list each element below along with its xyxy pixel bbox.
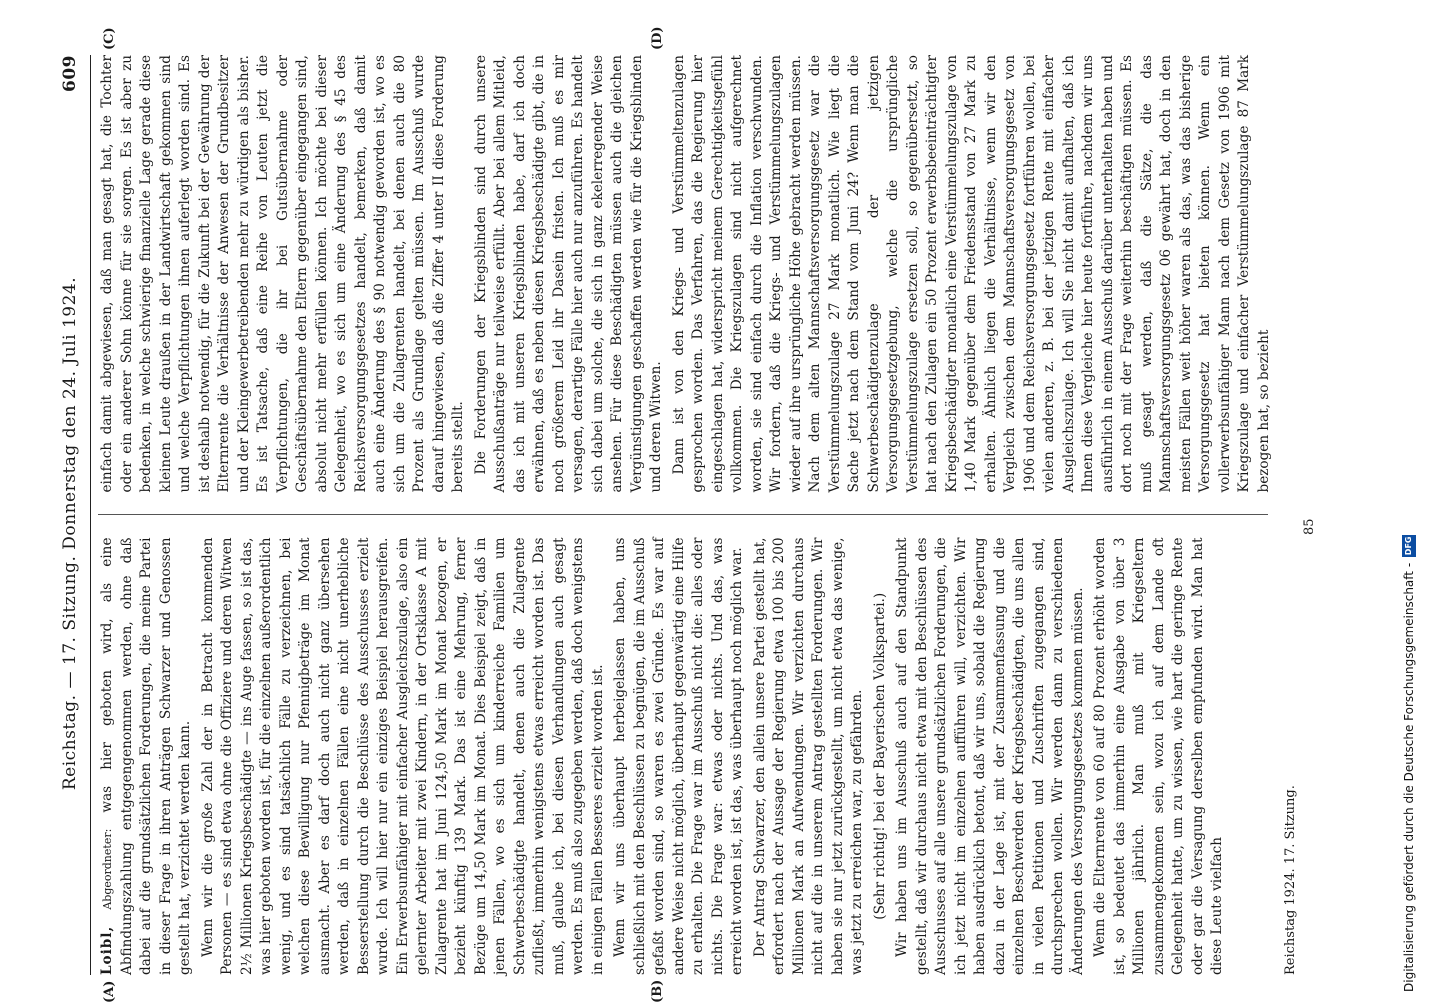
sheet-number: 85 — [1302, 518, 1317, 535]
text-columns — [98, 55, 1272, 975]
footer-session: Reichstag 1924. 17. Sitzung. — [1282, 785, 1298, 975]
paragraph: Wir haben uns im Ausschuß auch auf den Standpunkt gestellt, daß wir durchaus nicht etwa mit den Beschlüssen des Ausschusses auf alle unsere grundsätzlichen Forderungen, die ich jetzt nicht im einzelnen aufführen will, verzichten. Wir haben ausdrücklich betont, daß wir uns, sobald die Regierung dazu in der Lage ist, mit der Zusammenfassung und die einzelnen Beschwerden der Kriegsbeschädigten, die uns allen in vielen Petitionen und Zuschriften zugegangen sind, durchsprechen wollen. Wir werden dann zu verschiedenen Änderungen des Versorgungsgesetzes kommen müssen. — [894, 537, 1086, 975]
digitisation-notice — [1400, 0, 1418, 992]
paragraph: Wenn die Elternrente von 60 auf 80 Prozent erhöht worden ist, so bedeutet das immerhin eine Ausgabe von über 3 Millionen jährlich. Man muß mit Kriegseltern zusammengekommen sein, wozu ich auf dem Lande oft Gelegenheit hatte, um zu wissen, wie hart die geringe Rente oder gar die Versagung derselben empfunden wird. Man hat diese Leute vielfach — [1092, 537, 1225, 975]
page-title: Reichstag. — 17. Sitzung. Donnerstag den 24. Juli 1924. — [60, 276, 80, 791]
margin-marker-c: (C) — [102, 27, 117, 50]
page-number: 609 — [60, 55, 80, 92]
speaker-name: Loibl, — [99, 925, 115, 975]
digitisation-strip — [1386, 0, 1434, 1000]
paragraph: Der Antrag Schwarzer, den allein unsere Partei gestellt hat, erfordert nach der Aussage der Regierung etwa 100 bis 200 Millionen Mark an Aufwendungen. Wir verzichten durchaus nicht auf die in unserem Antrag gestellten Forderungen. Wir haben sie nur jetzt zurückgestellt, um nicht etwa das wenige, was jetzt zu erreichen war, zu gefährden. — [751, 537, 865, 975]
margin-marker-d: (D) — [650, 26, 665, 50]
paragraph: Wenn wir uns überhaupt herbeigelassen haben, uns schließlich mit den Beschlüssen zu begnügen, die im Ausschuß gefaßt worden sind, so waren es zwei Gründe. Es war auf andere Weise nicht möglich, überhaupt gegenwärtig eine Hilfe zu erhalten. Die Frage war im Ausschuß nicht die: alles oder nichts. Die Frage war: etwas oder nichts. Und das, was erreicht worden ist, ist das, was überhaupt noch möglich war. — [612, 537, 745, 975]
interjection: (Sehr richtig! bei der Bayerischen Volkspartei.) — [871, 592, 888, 920]
right-column — [98, 55, 1272, 493]
margin-marker-b: (B) — [650, 979, 665, 1003]
paragraph: einfach damit abgewiesen, daß man gesagt hat, die Tochter oder ein anderer Sohn könne für sie sorgen. Es ist aber zu bedenken, in welche schwierige finanzielle Lage gerade diese kleinen Leute draußen in der Landwirtschaft gekommen sind und welche Verpflichtungen ihnen auferlegt worden sind. Es ist deshalb notwendig, für die Zukunft bei der Gewährung der Elternrente die Verhältnisse der Anwesen der Grundbesitzer und der Kleingewerbetreibenden mehr zu würdigen als bisher. Es ist Tatsache, daß eine Reihe von Leuten jetzt die Verpflichtungen, die ihr bei Gutsübernahme oder Geschäftsübernahme den Eltern gegenüber eingegangen sind, absolut nicht mehr erfüllen können. Ich möchte bei dieser Gelegenheit, wo es sich um eine Änderung des § 45 des Reichsversorgungsgesetzes handelt, bemerken, daß damit auch eine Änderung des § 90 notwendig geworden ist, wo es sich um die Zulagrenten handelt, bei denen auch die 80 Prozent als Grundlage gelten müssen. Im Ausschuß wurde darauf hingewiesen, daß die Ziffer 4 unter II diese Forderung bereits stellt. — [99, 55, 466, 493]
funding-text: Digitalisierung gefördert durch die Deutsche Forschungsgemeinschaft - — [1402, 562, 1416, 992]
page-footer — [1275, 55, 1305, 975]
dfg-logo: DFG — [1402, 535, 1416, 557]
paragraph: Dann ist von den Kriegs- und Verstümmeltenzulagen gesprochen worden. Das Verfahren, das die Regierung hier eingeschlagen hat, widerspricht meinem Gerechtigkeitsgefühl vollkommen. Die Kriegszulagen sind nicht aufgerechnet worden, sie sind einfach durch die Inflation verschwunden. Wir fordern, daß die Kriegs- und Verstümmelungszulagen wieder auf ihre ursprüngliche Höhe gebracht werden müssen. Nach dem alten Mannschaftsversorgungsgesetz war die Verstümmelungszulage 27 Mark monatlich. Wie liegt die Sache jetzt nach dem Stand vom Juni 24? Wenn man die Schwerbeschädigtenzulage der jetzigen Versorgungsgesetzgebung, welche die ursprüngliche Verstümmelungszulage ersetzen soll, so gegenübersetzt, so hat nach den Zulagen ein 50 Prozent erwerbsbeeinträchtigter Kriegsbeschädigter monatlich eine Verstümmelungszulage von 1,40 Mark gegenüber dem Friedensstand von 27 Mark zu erhalten. Ähnlich liegen die Verhältnisse, wenn wir den Vergleich zwischen dem Mannschaftsversorgungsgesetz von 1906 und dem Reichsversorgungsgesetz fortführen wollen, bei vielen anderen, z. B. bei der jetzigen Rente mit einfacher Ausgleichszulage. Ich will Sie nicht damit aufhalten, daß ich Ihnen diese Vergleiche hier heute fortführe, nachdem wir uns ausführlich in einem Ausschuß darüber unterhalten haben und dort noch mit der Frage weiterhin beschäftigen müssen. Es muß gesagt werden, daß die Sätze, die das Mannschaftsversorgungsgesetz 06 gewährt hat, doch in den meisten Fällen weit höher waren als das, was das bisherige Versorgungsgesetz hat bieten können. Wenn ein vollerwerbsunfähiger Mann nach dem Gesetz von 1906 mit Kriegszulage und einfacher Verstümmelungszulage 87 Mark bezogen hat, so bezieht — [670, 55, 1272, 493]
left-column — [98, 538, 1268, 976]
paragraph: was hier geboten wird, als eine Abfindungszahlung entgegengenommen werden, ohne daß dabei auf die grundsätzlichen Forderungen, die meine Partei in dieser Frage in ihren Anträgen Schwarzer und Genossen gestellt hat, verzichtet werden kann. — [99, 537, 193, 975]
paragraph: Die Forderungen der Kriegsblinden sind durch unsere Ausschußanträge nur teilweise erfüllt. Aber bei allem Mitleid, das ich mit unseren Kriegsblinden habe, darf ich doch erwähnen, daß es neben diesen Kriegsbeschädigte gibt, die in noch größerem Leid ihr Dasein fristen. Ich muß es mir versagen, derartige Fälle hier auch nur anzuführen. Es handelt sich dabei um solche, die sich in ganz ekelerregender Weise ansehen. Für diese Beschädigten müssen auch die gleichen Vergünstigungen geschaffen werden wie für die Kriegsblinden und deren Witwen. — [472, 55, 664, 493]
column-divider — [98, 515, 1268, 516]
margin-marker-a: (A) — [102, 980, 117, 1003]
speaker-line — [98, 538, 196, 976]
rotated-page-content — [50, 26, 1340, 1003]
speaker-role: Abgeordneter: — [101, 828, 114, 910]
page-header — [50, 55, 91, 975]
paragraph: Wenn wir die große Zahl der in Betracht kommenden Personen — es sind etwa ohne die Offiziere und deren Witwen 2½ Millionen Kriegsbeschädigte — ins Auge fassen, so ist das, was hier geboten worden ist, für die einzelnen außerordentlich wenig, und es sind tatsächlich Fälle zu verzeichnen, bei welchen diese Bewilligung nur Pfennigbeträge im Monat ausmacht. Aber es darf doch auch nicht ganz übersehen werden, daß in einzelnen Fällen eine nicht unerhebliche Besserstellung durch die Beschlüsse des Ausschusses erzielt wurde. Ich will hier nur ein einziges Beispiel herausgreifen. Ein Erwerbsunfähiger mit einfacher Ausgleichszulage, also ein gelernter Arbeiter mit zwei Kindern, in der Ortsklasse A mit Zulagrente hat im Juni 124,50 Mark im Monat bezogen, er bezieht künftig 139 Mark. Das ist eine Mehrung, ferner Bezüge um 14,50 Mark im Monat. Dies Beispiel zeigt, daß in jenen Fällen, wo es sich um kinderreiche Familien um Schwerbeschädigte handelt, denen auch die Zulagrente zufließt, immerhin wenigstens etwas erreicht worden ist. Das muß, glaube ich, bei diesen Verhandlungen auch gesagt werden. Es muß also zugegeben werden, daß doch wenigstens in einigen Fällen Besseres erzielt worden ist. — [199, 537, 606, 975]
